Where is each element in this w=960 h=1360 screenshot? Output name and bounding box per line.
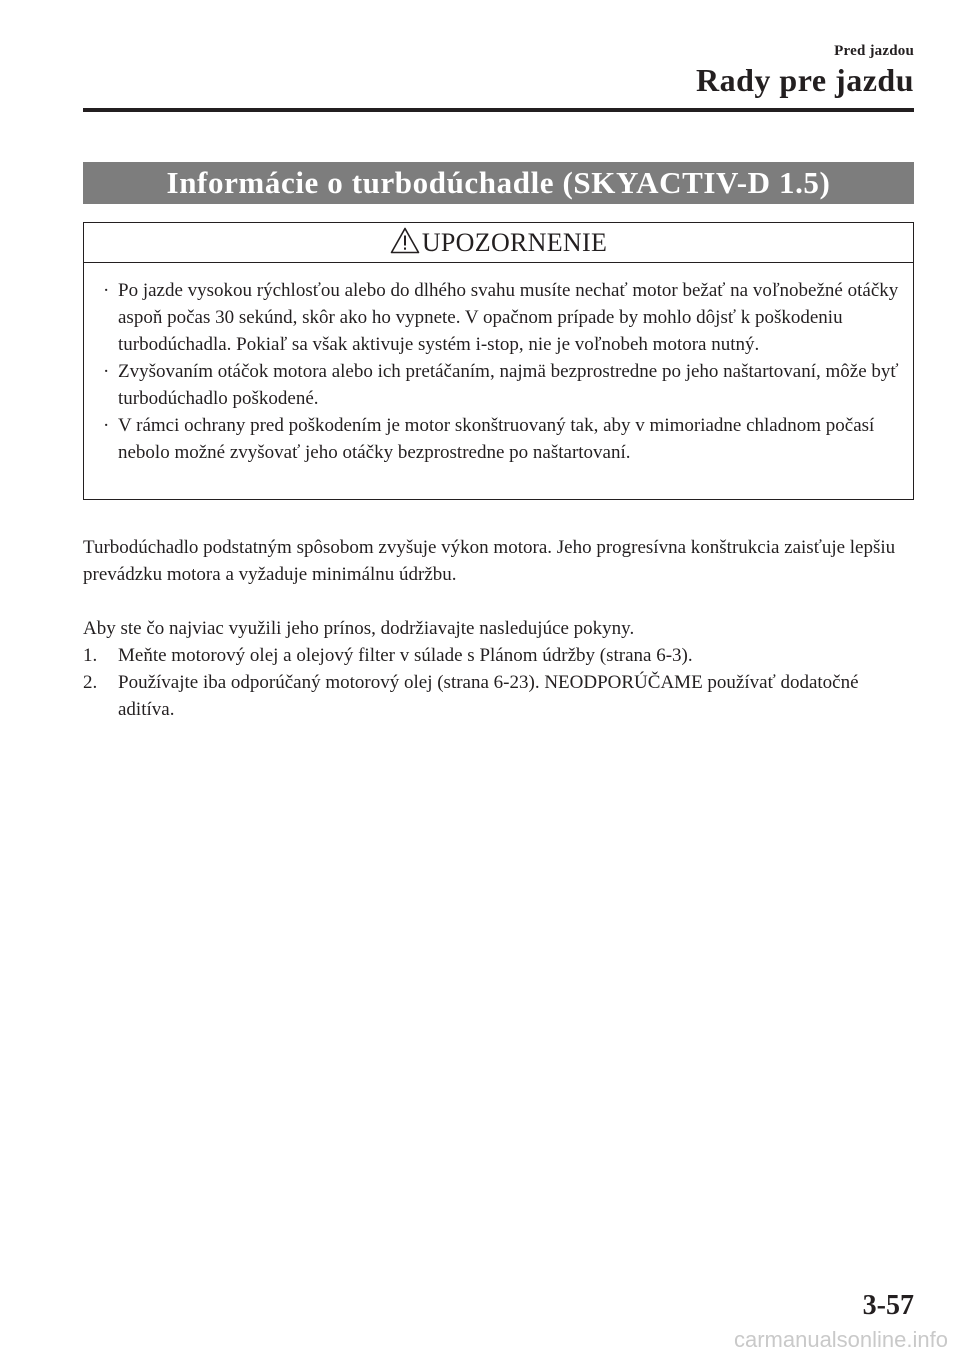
header-divider bbox=[83, 108, 914, 112]
step-number: 2. bbox=[83, 672, 98, 693]
bullet-icon: · bbox=[103, 361, 110, 382]
step-item bbox=[83, 642, 914, 669]
bullet-icon: · bbox=[103, 415, 110, 436]
instructions-intro: Aby ste čo najviac využili jeho prínos, dodržiavajte nasledujúce pokyny. bbox=[83, 618, 635, 639]
page-title: Rady pre jazdu bbox=[696, 62, 914, 98]
section-title: Informácie o turbodúchadle (SKYACTIV-D 1.5) bbox=[166, 165, 831, 200]
instruction-steps bbox=[83, 642, 914, 723]
bullet-icon: · bbox=[103, 280, 110, 301]
caution-heading: UPOZORNENIE bbox=[421, 227, 608, 257]
step-text: Používajte iba odporúčaný motorový olej (strana 6-23). NEODPORÚČAME používať dodatočné aditíva. bbox=[118, 672, 859, 720]
watermark: carmanualsonline.info bbox=[733, 1327, 948, 1352]
warning-triangle-icon bbox=[390, 227, 420, 254]
body-paragraph: Turbodúchadlo podstatným spôsobom zvyšuje výkon motora. Jeho progresívna konštrukcia zaisťuje lepšiu prevádzku motora a vyžaduje minimálnu údržbu. bbox=[83, 537, 896, 585]
caution-item: · Zvyšovaním otáčok motora alebo ich pretáčaním, najmä bezprostredne po jeho naštartovaní, môže byť turbodúchadlo poškodené. bbox=[84, 358, 913, 412]
caution-item: · V rámci ochrany pred poškodením je motor skonštruovaný tak, aby v mimoriadne chladnom počasí nebolo možné zvyšovať jeho otáčky bezprostredne po naštartovaní. bbox=[84, 412, 913, 466]
step-text: Meňte motorový olej a olejový filter v súlade s Plánom údržby (strana 6-3). bbox=[118, 645, 693, 666]
step-item bbox=[83, 669, 914, 723]
section-title-banner bbox=[83, 162, 914, 204]
caution-item: · Po jazde vysokou rýchlosťou alebo do dlhého svahu musíte nechať motor bežať na voľnobežné otáčky aspoň počas 30 sekúnd, skôr ako ho vypnete. V opačnom prípade by mohlo dôjsť k poškodeniu turbodúchadla. Pokiaľ sa však aktivuje systém i-stop, nie je voľnobeh motora nutný. bbox=[84, 277, 913, 358]
chapter-label: Pred jazdou bbox=[834, 43, 914, 59]
caution-box bbox=[83, 222, 914, 500]
caution-header bbox=[84, 223, 913, 263]
page-number: 3-57 bbox=[862, 1290, 914, 1321]
caution-list bbox=[84, 263, 913, 466]
step-number: 1. bbox=[83, 645, 98, 666]
